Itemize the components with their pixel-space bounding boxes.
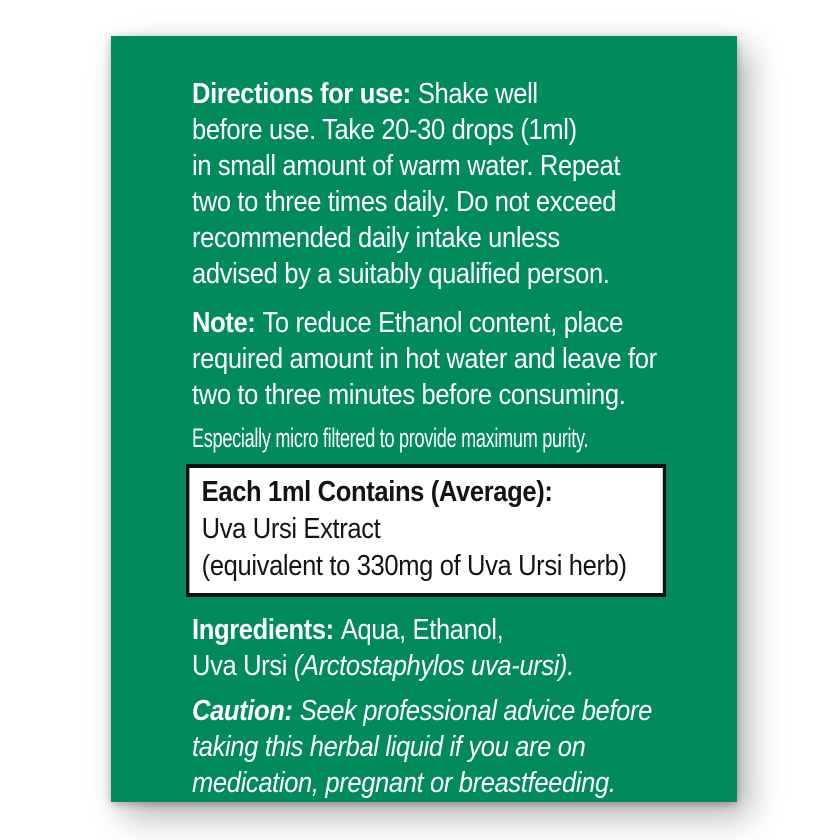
caution-heading: Caution:: [192, 695, 293, 727]
note-line: required amount in hot water and leave for: [192, 343, 657, 375]
directions-line: two to three times daily. Do not exceed: [192, 186, 617, 218]
purity-statement: Especially micro filtered to provide maximum purity.: [192, 423, 589, 453]
directions-line: advised by a suitably qualified person.: [192, 258, 610, 290]
caution-text: Seek professional advice before: [299, 695, 652, 727]
contents-box-line: Uva Ursi Extract: [201, 513, 381, 545]
caution-line: [192, 693, 720, 729]
directions-line: in small amount of warm water. Repeat: [192, 150, 621, 182]
directions-line: before use. Take 20-30 drops (1ml): [192, 114, 577, 146]
contents-box-heading: Each 1ml Contains (Average):: [201, 476, 553, 508]
contents-info-box: [186, 464, 666, 597]
directions-line: [192, 76, 720, 112]
ingredients-line: [192, 612, 720, 648]
note-section: [192, 305, 720, 413]
note-heading: Note:: [192, 307, 256, 339]
caution-line: medication, pregnant or breastfeeding.: [192, 767, 616, 799]
ingredients-section: [192, 612, 720, 684]
label-content: [192, 76, 720, 814]
directions-section: [192, 76, 720, 292]
caution-line: taking this herbal liquid if you are on: [192, 731, 586, 763]
ingredients-line: [192, 648, 720, 684]
note-line: two to three minutes before consuming.: [192, 379, 626, 411]
directions-heading: Directions for use:: [192, 78, 411, 110]
ingredients-heading: Ingredients:: [192, 614, 334, 646]
directions-line: recommended daily intake unless: [192, 222, 560, 254]
ingredients-text: Aqua, Ethanol,: [340, 614, 504, 646]
product-label-panel: [111, 36, 737, 802]
caution-section: [192, 693, 720, 801]
ingredients-herb-name: Uva Ursi: [192, 650, 288, 682]
note-text: To reduce Ethanol content, place: [262, 307, 623, 339]
contents-box-line: (equivalent to 330mg of Uva Ursi herb): [201, 550, 627, 582]
directions-text: Shake well: [417, 78, 538, 110]
note-line: [192, 305, 720, 341]
ingredients-latin-name: (Arctostaphylos uva-ursi).: [293, 650, 574, 682]
